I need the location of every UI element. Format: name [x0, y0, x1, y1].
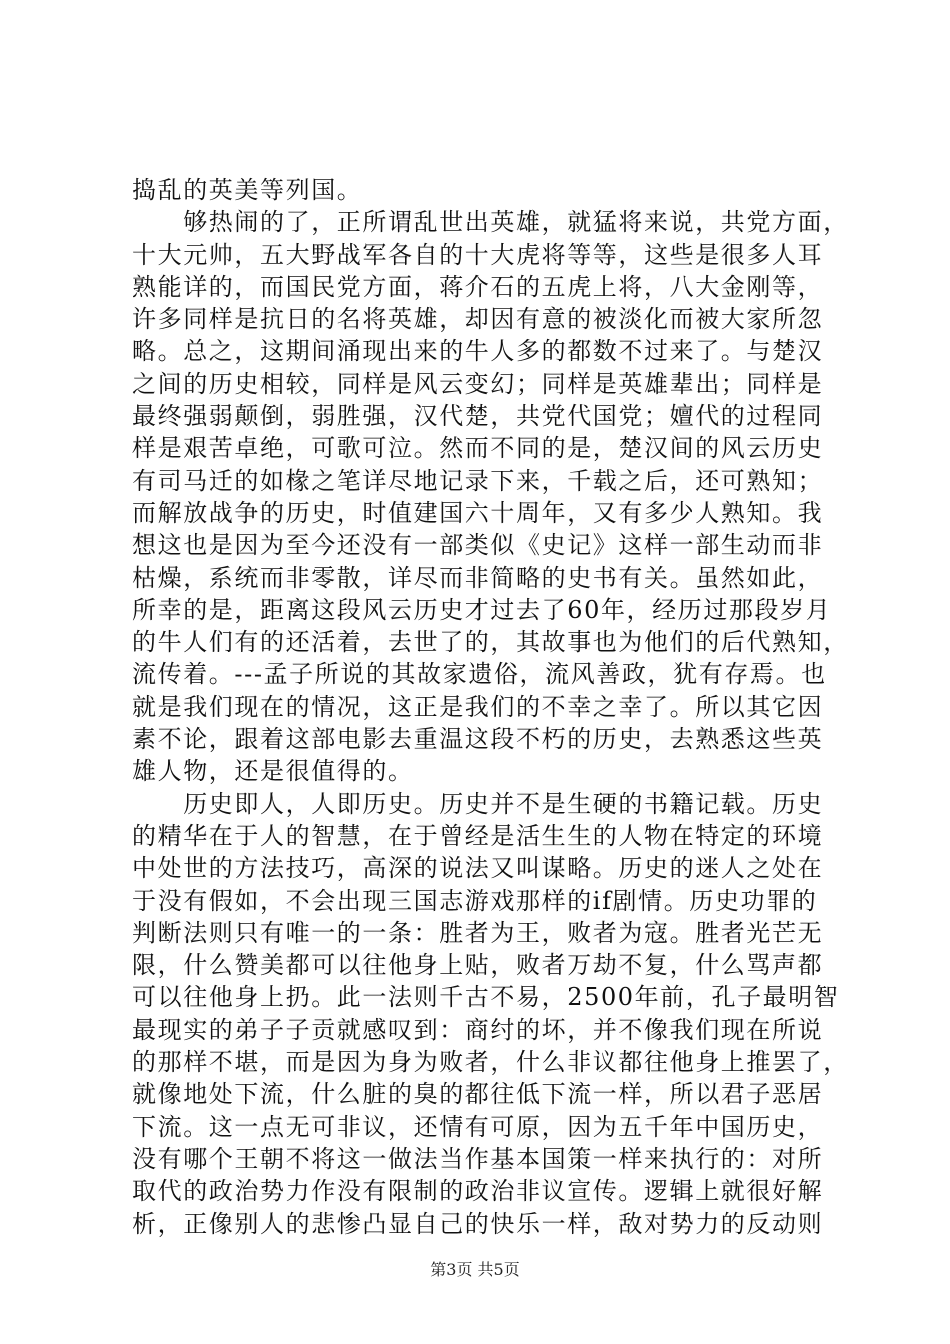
text-line: 素不论，跟着这部电影去重温这段不朽的历史，去熟悉这些英 [132, 725, 824, 754]
text-line: 没有哪个王朝不将这一做法当作基本国策一样来执行的：对所 [132, 1144, 824, 1173]
text-line: 析，正像别人的悲惨凸显自己的快乐一样，敌对势力的反动则 [132, 1209, 824, 1238]
text-line: 雄人物，还是很值得的。 [132, 757, 414, 786]
text-line: 取代的政治势力作没有限制的政治非议宣传。逻辑上就很好解 [132, 1177, 824, 1206]
text-line: 就是我们现在的情况，这正是我们的不幸之幸了。所以其它因 [132, 692, 824, 721]
text-line: 之间的历史相较，同样是风云变幻；同样是英雄辈出；同样是 [132, 369, 824, 398]
page-number-footer: 第3页 共5页 [430, 1260, 520, 1279]
text-line: 略。总之，这期间涌现出来的牛人多的都数不过来了。与楚汉 [132, 337, 824, 366]
text-line: 捣乱的英美等列国。 [132, 176, 363, 204]
text-line: 想这也是因为至今还没有一部类似《史记》这样一部生动而非 [132, 531, 824, 560]
text-line: 的牛人们有的还活着，去世了的，其故事也为他们的后代熟知， [132, 628, 849, 657]
text-line: 熟能详的，而国民党方面，蒋介石的五虎上将，八大金刚等， [132, 272, 824, 301]
text-line: 下流。这一点无可非议，还情有可原，因为五千年中国历史， [132, 1112, 824, 1141]
text-line: 最现实的弟子子贡就感叹到：商纣的坏，并不像我们现在所说 [132, 1015, 824, 1044]
text-line: 最终强弱颠倒，弱胜强，汉代楚，共党代国党；嬗代的过程同 [132, 402, 824, 431]
text-line: 许多同样是抗日的名将英雄，却因有意的被淡化而被大家所忽 [132, 305, 824, 334]
text-line: 可以往他身上扔。此一法则千古不易，2500年前，孔子最明智 [132, 983, 840, 1012]
text-line: 判断法则只有唯一的一条：胜者为王，败者为寇。胜者光芒无 [132, 918, 824, 947]
text-line: 十大元帅，五大野战军各自的十大虎将等等，这些是很多人耳 [132, 240, 824, 269]
text-line: 的那样不堪，而是因为身为败者，什么非议都往他身上推罢了， [132, 1048, 849, 1077]
text-line: 枯燥，系统而非零散，详尽而非简略的史书有关。虽然如此， [132, 563, 824, 592]
text-line: 就像地处下流，什么脏的臭的都往低下流一样，所以君子恶居 [132, 1080, 824, 1109]
text-line: 而解放战争的历史，时值建国六十周年，又有多少人熟知。我 [132, 498, 824, 527]
text-line: 流传着。---孟子所说的其故家遗俗，流风善政，犹有存焉。也 [132, 660, 827, 689]
text-line: 历史即人，人即历史。历史并不是生硬的书籍记载。历史 [132, 789, 824, 818]
document-body [132, 174, 849, 1240]
text-line: 有司马迁的如椽之笔详尽地记录下来，千载之后，还可熟知； [132, 466, 824, 495]
text-line: 所幸的是，距离这段风云历史才过去了60年，经历过那段岁月 [132, 595, 832, 624]
text-line: 中处世的方法技巧，高深的说法又叫谋略。历史的迷人之处在 [132, 854, 824, 883]
text-line: 够热闹的了，正所谓乱世出英雄，就猛将来说，共党方面， [132, 208, 849, 237]
text-line: 的精华在于人的智慧，在于曾经是活生生的人物在特定的环境 [132, 821, 824, 850]
text-line: 样是艰苦卓绝，可歌可泣。然而不同的是，楚汉间的风云历史 [132, 434, 824, 463]
text-line: 限，什么赞美都可以往他身上贴，败者万劫不复，什么骂声都 [132, 951, 824, 980]
text-line: 于没有假如，不会出现三国志游戏那样的if剧情。历史功罪的 [132, 886, 818, 915]
